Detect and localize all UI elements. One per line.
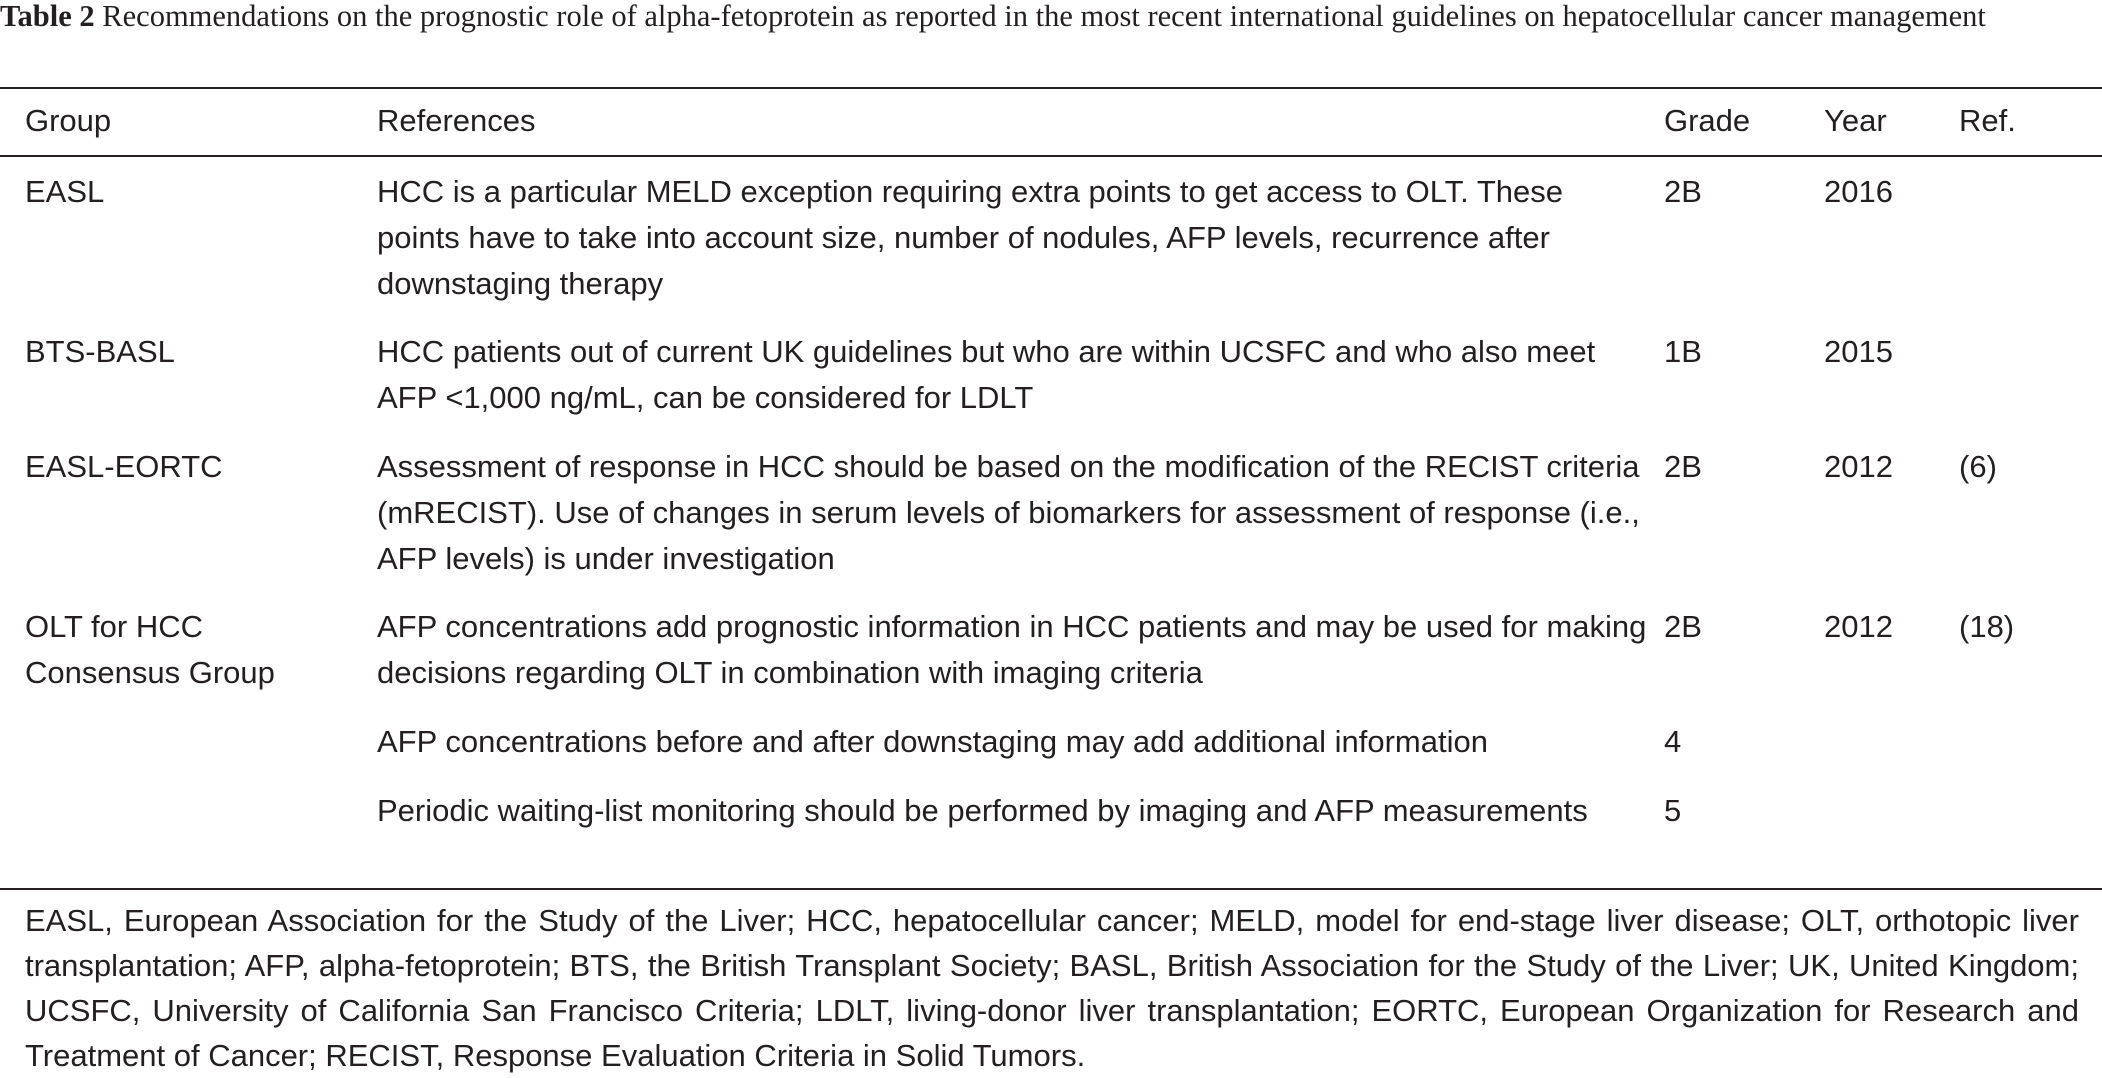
- table-bottom-rule: [0, 888, 2102, 890]
- table-header-rule: [0, 155, 2102, 157]
- row-group: EASL: [25, 174, 105, 209]
- row-grade: 2B: [1664, 449, 1702, 484]
- row-references: HCC patients out of current UK guidelines but who are within UCSFC and who also meet AFP <1,000 ng/mL, can be considered for LDLT: [377, 334, 1596, 415]
- row-ref: (18): [1959, 609, 2015, 644]
- header-year: Year: [1824, 103, 1887, 138]
- table-caption: [0, 0, 2086, 38]
- row-references: Periodic waiting-list monitoring should be performed by imaging and AFP measurements: [377, 793, 1588, 828]
- table-footnote: EASL, European Association for the Study of the Liver; HCC, hepatocellular cancer; MELD, model for end-stage liver disease; OLT, orthotopic liver transplantation; AFP, alpha-fetoprotein; BTS, the British Transplant Society; BASL, British Association for the Study of the Liver; UK, United Kingdom; UCSFC, University of California San Francisco Criteria; LDLT, living-donor liver transplantation; EORTC, European Organization for Research and Treatment of Cancer; RECIST, Response Evaluation Criteria in Solid Tumors.: [25, 903, 2079, 1073]
- header-references: References: [377, 103, 536, 138]
- row-ref: (6): [1959, 449, 1997, 484]
- header-group: Group: [25, 103, 112, 138]
- header-ref: Ref.: [1959, 103, 2016, 138]
- row-year: 2012: [1824, 609, 1893, 644]
- row-grade: 1B: [1664, 334, 1702, 369]
- row-references: HCC is a particular MELD exception requiring extra points to get access to OLT. These points have to take into account size, number of nodules, AFP levels, recurrence after downstaging therapy: [377, 174, 1564, 301]
- row-grade: 4: [1664, 724, 1682, 759]
- row-year: 2015: [1824, 334, 1893, 369]
- row-references: AFP concentrations before and after downstaging may add additional information: [377, 724, 1488, 759]
- row-group: BTS-BASL: [25, 334, 175, 369]
- row-grade: 2B: [1664, 174, 1702, 209]
- table-top-rule: [0, 87, 2102, 89]
- row-grade: 2B: [1664, 609, 1702, 644]
- header-grade: Grade: [1664, 103, 1751, 138]
- row-year: 2012: [1824, 449, 1893, 484]
- table-label: Table 2: [0, 0, 95, 33]
- table-header-row: [0, 98, 2102, 144]
- row-group: EASL-EORTC: [25, 449, 223, 484]
- table-caption-text: Recommendations on the prognostic role of alpha-fetoprotein as reported in the most recent international guidelines on hepatocellular cancer management: [102, 0, 1986, 33]
- row-references: AFP concentrations add prognostic information in HCC patients and may be used for making decisions regarding OLT in combination with imaging criteria: [377, 609, 1647, 690]
- row-year: 2016: [1824, 174, 1893, 209]
- row-grade: 5: [1664, 793, 1682, 828]
- row-references: Assessment of response in HCC should be based on the modification of the RECIST criteria (mRECIST). Use of changes in serum levels of biomarkers for assessment of response (i.e., AFP levels) is under investigation: [377, 449, 1640, 576]
- row-group: OLT for HCC Consensus Group: [25, 609, 275, 690]
